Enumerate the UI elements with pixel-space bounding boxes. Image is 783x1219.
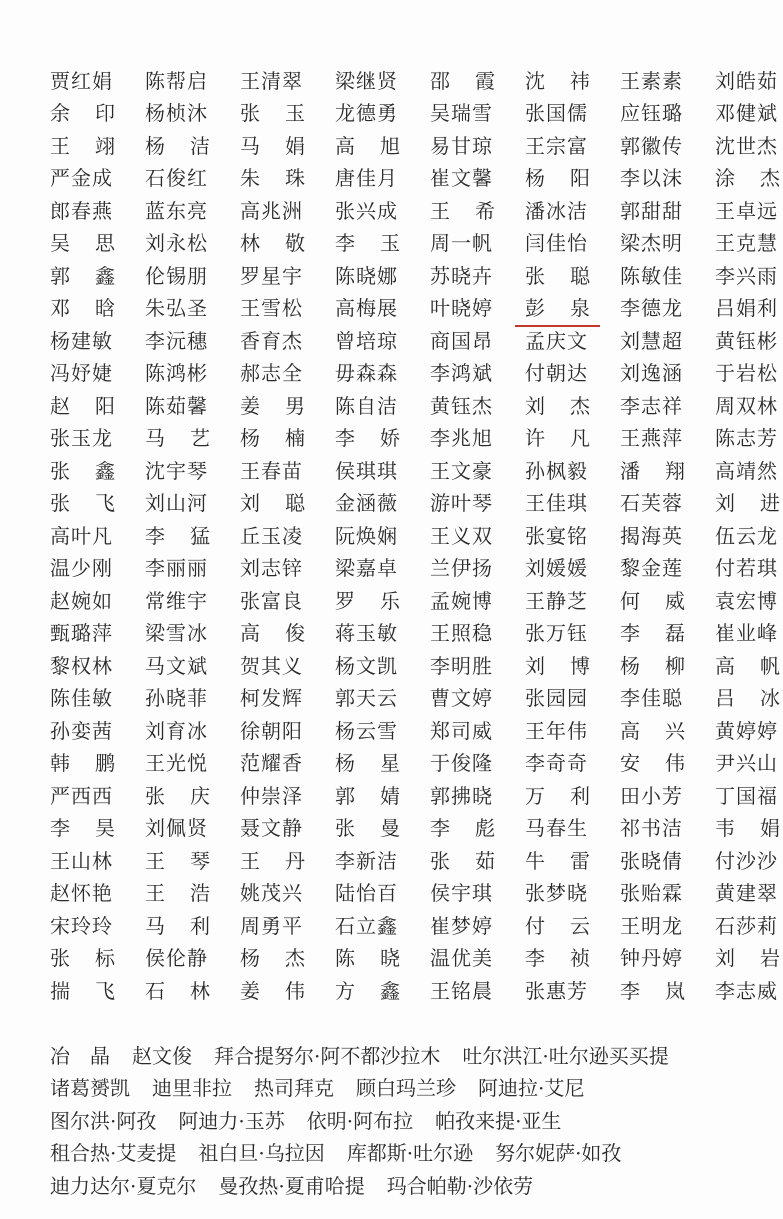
name-cell: 李志祥 [620, 393, 683, 418]
name-cell: 吴瑞雪 [430, 101, 493, 126]
name-cell: 潘冰洁 [525, 198, 588, 223]
name-entry: 曼孜热·夏甫哈提 [218, 1173, 365, 1198]
name-cell: 朱弘圣 [145, 296, 208, 321]
name-row [50, 681, 780, 714]
name-cell: 金涵薇 [335, 491, 398, 516]
name-entry: 租合热·艾麦提 [50, 1141, 177, 1166]
name-cell: 宋玲玲 [50, 913, 113, 938]
name-cell: 周双林 [715, 393, 778, 418]
name-entry: 吐尔洪江·吐尔逊买买提 [462, 1043, 669, 1068]
name-cell: 涂 杰 [715, 166, 780, 191]
name-cell: 方 鑫 [335, 978, 400, 1003]
name-cell: 石 林 [145, 978, 210, 1003]
name-cell: 崔文馨 [430, 166, 493, 191]
name-cell: 杨 杰 [240, 946, 305, 971]
name-cell: 罗星宇 [240, 263, 303, 288]
name-row [50, 616, 778, 649]
name-cell: 李 祯 [525, 946, 590, 971]
name-cell: 于俊隆 [430, 751, 493, 776]
name-cell: 温少刚 [50, 556, 113, 581]
name-cell: 仲崇泽 [240, 783, 303, 808]
name-cell: 贺其义 [240, 653, 303, 678]
name-cell: 张 飞 [50, 491, 115, 516]
name-entry: 努尔妮萨·如孜 [495, 1141, 622, 1166]
name-cell: 王 丹 [240, 848, 305, 873]
name-cell: 叶晓婷 [430, 296, 493, 321]
name-cell: 张 庆 [145, 783, 210, 808]
name-cell: 安 伟 [620, 751, 685, 776]
name-cell: 蓝东亮 [145, 198, 208, 223]
name-cell: 杨云雪 [335, 718, 398, 743]
name-cell: 唐佳月 [335, 166, 398, 191]
name-entry: 顾白玛兰珍 [356, 1076, 456, 1101]
name-cell: 刘 聪 [240, 491, 305, 516]
name-cell: 刘慧超 [620, 328, 683, 353]
name-cell: 黎金莲 [620, 556, 683, 581]
name-cell: 邓 晗 [50, 296, 115, 321]
name-cell: 孙晓菲 [145, 686, 208, 711]
name-cell: 刘山河 [145, 491, 208, 516]
name-cell: 王 琴 [145, 848, 210, 873]
name-row [50, 551, 778, 584]
name-cell: 陈敏佳 [620, 263, 683, 288]
name-cell: 马春生 [525, 816, 588, 841]
name-cell: 马 艺 [145, 426, 210, 451]
name-cell: 李新洁 [335, 848, 398, 873]
name-cell: 杨建敏 [50, 328, 113, 353]
name-cell: 付沙沙 [715, 848, 778, 873]
name-cell: 梁继贤 [335, 68, 398, 93]
name-cell: 王 浩 [145, 881, 210, 906]
name-cell: 邵 霞 [430, 68, 495, 93]
name-cell: 张万钰 [525, 621, 588, 646]
name-cell: 付 云 [525, 913, 590, 938]
name-cell: 苏晓卉 [430, 263, 493, 288]
name-row [50, 356, 778, 389]
name-entry: 阿迪拉·艾尼 [478, 1076, 585, 1101]
name-cell: 黄钰彬 [715, 328, 778, 353]
name-entry: 热司拜克 [254, 1076, 334, 1101]
name-cell: 黄钰杰 [430, 393, 493, 418]
name-cell: 阮焕娴 [335, 523, 398, 548]
name-cell: 梁杰明 [620, 231, 683, 256]
name-cell: 许 凡 [525, 426, 590, 451]
name-row [50, 778, 778, 811]
name-cell: 王光悦 [145, 751, 208, 776]
name-cell: 应钰璐 [620, 101, 683, 126]
name-cell: 张 茹 [430, 848, 495, 873]
name-row [50, 226, 778, 259]
name-cell: 付若琪 [715, 556, 778, 581]
name-cell: 香育杰 [240, 328, 303, 353]
name-cell: 石立鑫 [335, 913, 398, 938]
name-cell: 杨 楠 [240, 426, 305, 451]
name-cell: 吕 冰 [715, 686, 780, 711]
name-cell: 梁雪冰 [145, 621, 208, 646]
name-cell: 杨文凯 [335, 653, 398, 678]
name-cell: 侯伦静 [145, 946, 208, 971]
name-cell: 杨桢沐 [145, 101, 208, 126]
name-cell: 揣 飞 [50, 978, 115, 1003]
name-entry: 阿迪力·玉苏 [178, 1108, 285, 1133]
name-cell: 王照稳 [430, 621, 493, 646]
free-name-list [50, 1038, 770, 1201]
name-cell: 韩 鹏 [50, 751, 115, 776]
name-cell: 甄璐萍 [50, 621, 113, 646]
name-cell: 罗 乐 [335, 588, 400, 613]
name-cell: 郑司威 [430, 718, 493, 743]
name-cell: 王宗富 [525, 133, 588, 158]
name-cell: 丘玉凌 [240, 523, 303, 548]
name-cell: 万 利 [525, 783, 590, 808]
name-cell: 常维宇 [145, 588, 208, 613]
name-cell: 李以沫 [620, 166, 683, 191]
name-cell: 陈茹馨 [145, 393, 208, 418]
name-cell: 沈 祎 [525, 68, 590, 93]
name-cell: 陈帮启 [145, 68, 208, 93]
name-cell: 高叶凡 [50, 523, 113, 548]
name-cell: 杨 洁 [145, 133, 210, 158]
name-cell: 温优美 [430, 946, 493, 971]
name-cell: 张晓倩 [620, 848, 683, 873]
name-cell: 刘 岩 [715, 946, 780, 971]
name-cell: 刘 杰 [525, 393, 590, 418]
name-cell: 付朝达 [525, 361, 588, 386]
name-row [50, 421, 778, 454]
name-cell: 孙枫毅 [525, 458, 588, 483]
name-entry: 赵文俊 [132, 1043, 192, 1068]
name-cell: 揭海英 [620, 523, 683, 548]
name-row [50, 583, 778, 616]
name-cell: 王春苗 [240, 458, 303, 483]
name-cell: 聂文静 [240, 816, 303, 841]
name-cell: 李 磊 [620, 621, 685, 646]
name-row [50, 843, 778, 876]
name-cell: 徐朝阳 [240, 718, 303, 743]
name-cell: 侯宇琪 [430, 881, 493, 906]
name-cell: 杨 柳 [620, 653, 685, 678]
name-cell: 李 玉 [335, 231, 400, 256]
name-cell: 曾培琼 [335, 328, 398, 353]
name-cell: 张梦晓 [525, 881, 588, 906]
name-cell: 刘逸涵 [620, 361, 683, 386]
name-cell: 范耀香 [240, 751, 303, 776]
name-cell: 张 聪 [525, 263, 590, 288]
name-cell: 何 威 [620, 588, 685, 613]
name-cell: 张 玉 [240, 101, 305, 126]
name-cell: 张 鑫 [50, 458, 115, 483]
name-cell: 刘志锌 [240, 556, 303, 581]
name-cell: 李奇奇 [525, 751, 588, 776]
name-cell: 姜 男 [240, 393, 305, 418]
name-cell: 刘媛媛 [525, 556, 588, 581]
name-cell: 李丽丽 [145, 556, 208, 581]
name-grid [50, 63, 780, 1006]
name-row [50, 811, 780, 844]
name-cell: 周勇平 [240, 913, 303, 938]
name-cell: 严金成 [50, 166, 113, 191]
name-cell: 杨 阳 [525, 166, 590, 191]
name-row [50, 941, 780, 974]
name-cell: 张宴铭 [525, 523, 588, 548]
name-cell: 吕娟利 [715, 296, 778, 321]
name-cell: 张富良 [240, 588, 303, 613]
name-cell: 张园园 [525, 686, 588, 711]
name-cell: 王静芝 [525, 588, 588, 613]
name-cell: 赵婉如 [50, 588, 113, 613]
name-cell: 李兴雨 [715, 263, 778, 288]
name-row [50, 648, 780, 681]
name-row [50, 63, 778, 96]
name-row [50, 161, 780, 194]
name-row [50, 746, 778, 779]
name-cell: 孟婉博 [430, 588, 493, 613]
name-cell: 沈世杰 [715, 133, 778, 158]
free-name-row [50, 1136, 770, 1169]
name-cell: 曹文婷 [430, 686, 493, 711]
name-cell: 刘 博 [525, 653, 590, 678]
name-cell: 郭 婧 [335, 783, 400, 808]
name-cell: 王年伟 [525, 718, 588, 743]
name-entry: 帕孜来提·亚生 [435, 1108, 562, 1133]
name-cell: 李德龙 [620, 296, 683, 321]
name-cell: 马 娟 [240, 133, 305, 158]
name-cell: 刘育冰 [145, 718, 208, 743]
name-cell: 林 敬 [240, 231, 305, 256]
name-cell: 于岩松 [715, 361, 778, 386]
name-cell: 黄婷婷 [715, 718, 778, 743]
name-cell: 毋森森 [335, 361, 398, 386]
name-cell: 高靖然 [715, 458, 778, 483]
name-row [50, 908, 778, 941]
name-row [50, 388, 778, 421]
name-entry: 诸葛赟凯 [50, 1076, 130, 1101]
name-cell: 严西西 [50, 783, 113, 808]
name-cell: 马 利 [145, 913, 210, 938]
name-cell: 贾红娟 [50, 68, 113, 93]
name-cell: 尹兴山 [715, 751, 778, 776]
name-cell: 李鸿斌 [430, 361, 493, 386]
name-cell: 张玉龙 [50, 426, 113, 451]
name-cell: 侯琪琪 [335, 458, 398, 483]
name-cell: 郭拂晓 [430, 783, 493, 808]
name-entry: 祖白旦·乌拉因 [198, 1141, 325, 1166]
name-cell: 李 岚 [620, 978, 685, 1003]
name-cell: 李 昊 [50, 816, 115, 841]
name-cell: 沈宇琴 [145, 458, 208, 483]
name-cell: 杨 星 [335, 751, 400, 776]
name-cell: 丁国福 [715, 783, 778, 808]
name-cell: 牛 雷 [525, 848, 590, 873]
name-cell: 王 翊 [50, 133, 115, 158]
name-cell: 刘佩贤 [145, 816, 208, 841]
name-cell: 梁嘉卓 [335, 556, 398, 581]
name-cell: 李志威 [715, 978, 778, 1003]
name-cell: 石莎莉 [715, 913, 778, 938]
name-cell: 李沅穗 [145, 328, 208, 353]
name-cell: 王 希 [430, 198, 495, 223]
name-cell: 张 曼 [335, 816, 400, 841]
name-cell: 李兆旭 [430, 426, 493, 451]
name-cell: 陈鸿彬 [145, 361, 208, 386]
name-row [50, 973, 778, 1006]
name-row [50, 713, 778, 746]
name-cell: 陆怡百 [335, 881, 398, 906]
name-cell: 潘 翔 [620, 458, 685, 483]
name-cell: 陈自洁 [335, 393, 398, 418]
name-cell: 赵 阳 [50, 393, 115, 418]
name-cell: 郭徽传 [620, 133, 683, 158]
name-entry: 图尔洪·阿孜 [50, 1108, 157, 1133]
name-cell: 张国儒 [525, 101, 588, 126]
name-cell: 王明龙 [620, 913, 683, 938]
name-cell: 王铭晨 [430, 978, 493, 1003]
name-cell: 李佳聪 [620, 686, 683, 711]
name-cell: 伦锡朋 [145, 263, 208, 288]
highlighted-name-cell: 彭 泉 [525, 292, 620, 321]
name-cell: 王清翠 [240, 68, 303, 93]
name-entry: 迪力达尔·夏克尔 [50, 1173, 197, 1198]
name-cell: 陈晓娜 [335, 263, 398, 288]
name-entry: 迪里非拉 [152, 1076, 232, 1101]
name-cell: 蒋玉敏 [335, 621, 398, 646]
name-cell: 姜 伟 [240, 978, 305, 1003]
name-cell: 黄建翠 [715, 881, 778, 906]
name-cell: 易甘琼 [430, 133, 493, 158]
name-cell: 李 猛 [145, 523, 210, 548]
name-cell: 柯发辉 [240, 686, 303, 711]
name-cell: 郭 鑫 [50, 263, 115, 288]
name-entry: 玛合帕勒·沙依劳 [386, 1173, 534, 1198]
name-cell: 朱 珠 [240, 166, 305, 191]
name-row [50, 258, 778, 291]
name-cell: 刘皓茹 [715, 68, 778, 93]
name-cell: 王文豪 [430, 458, 493, 483]
name-cell: 李明胜 [430, 653, 493, 678]
name-cell: 袁宏博 [715, 588, 778, 613]
name-cell: 王克慧 [715, 231, 778, 256]
name-entry: 拜合提努尔·阿不都沙拉木 [214, 1043, 441, 1068]
name-cell: 高梅展 [335, 296, 398, 321]
name-row [50, 323, 778, 356]
name-entry: 冶 晶 [50, 1043, 110, 1068]
name-cell: 陈佳敏 [50, 686, 113, 711]
name-row [50, 453, 778, 486]
name-cell: 伍云龙 [715, 523, 778, 548]
name-cell: 高 旭 [335, 133, 400, 158]
name-cell: 刘永松 [145, 231, 208, 256]
name-cell: 兰伊扬 [430, 556, 493, 581]
name-row [50, 128, 778, 161]
name-row [50, 486, 780, 519]
name-cell: 钟丹婷 [620, 946, 683, 971]
name-cell: 陈 晓 [335, 946, 400, 971]
name-cell: 王卓远 [715, 198, 778, 223]
name-cell: 游叶琴 [430, 491, 493, 516]
name-cell: 龙德勇 [335, 101, 398, 126]
name-cell: 王义双 [430, 523, 493, 548]
name-row [50, 518, 778, 551]
name-cell: 孟庆文 [525, 328, 588, 353]
name-cell: 石俊红 [145, 166, 208, 191]
name-cell: 王佳琪 [525, 491, 588, 516]
free-name-row [50, 1038, 770, 1071]
name-cell: 高 俊 [240, 621, 305, 646]
free-name-row [50, 1168, 770, 1201]
name-cell: 王素素 [620, 68, 683, 93]
name-cell: 田小芳 [620, 783, 683, 808]
name-entry: 依明·阿布拉 [306, 1108, 414, 1133]
name-row [50, 876, 778, 909]
name-cell: 王燕萍 [620, 426, 683, 451]
name-cell: 高 兴 [620, 718, 685, 743]
name-cell: 闫佳怡 [525, 231, 588, 256]
name-cell: 邓健斌 [715, 101, 778, 126]
free-name-row [50, 1071, 770, 1104]
name-entry: 库都斯·吐尔逊 [346, 1141, 474, 1166]
name-cell: 马文斌 [145, 653, 208, 678]
name-cell: 周一帆 [430, 231, 493, 256]
name-cell: 韦 娟 [715, 816, 780, 841]
name-cell: 姚茂兴 [240, 881, 303, 906]
name-cell: 郝志全 [240, 361, 303, 386]
name-cell: 吴 思 [50, 231, 115, 256]
name-cell: 赵怀艳 [50, 881, 113, 906]
name-cell: 黎权林 [50, 653, 113, 678]
name-cell: 陈志芳 [715, 426, 778, 451]
name-cell: 崔梦婷 [430, 913, 493, 938]
name-cell: 张兴成 [335, 198, 398, 223]
name-cell: 张贻霖 [620, 881, 683, 906]
name-cell: 崔业峰 [715, 621, 778, 646]
name-cell: 李 彪 [430, 816, 495, 841]
name-cell: 李 娇 [335, 426, 400, 451]
name-cell: 冯妤婕 [50, 361, 113, 386]
name-cell: 石芙蓉 [620, 491, 683, 516]
name-cell: 张惠芳 [525, 978, 588, 1003]
name-cell: 张 标 [50, 946, 115, 971]
name-cell: 高 帆 [715, 653, 780, 678]
name-cell: 孙娈茜 [50, 718, 113, 743]
name-row [50, 193, 778, 226]
name-cell: 刘 进 [715, 491, 780, 516]
free-name-row [50, 1103, 770, 1136]
name-cell: 余 印 [50, 101, 115, 126]
name-row [50, 96, 778, 129]
name-row [50, 291, 778, 324]
name-cell: 商国昂 [430, 328, 493, 353]
name-cell: 王山林 [50, 848, 113, 873]
name-cell: 祁书洁 [620, 816, 683, 841]
name-cell: 郭甜甜 [620, 198, 683, 223]
name-cell: 高兆洲 [240, 198, 303, 223]
name-cell: 郭天云 [335, 686, 398, 711]
name-cell: 王雪松 [240, 296, 303, 321]
name-cell: 郎春燕 [50, 198, 113, 223]
